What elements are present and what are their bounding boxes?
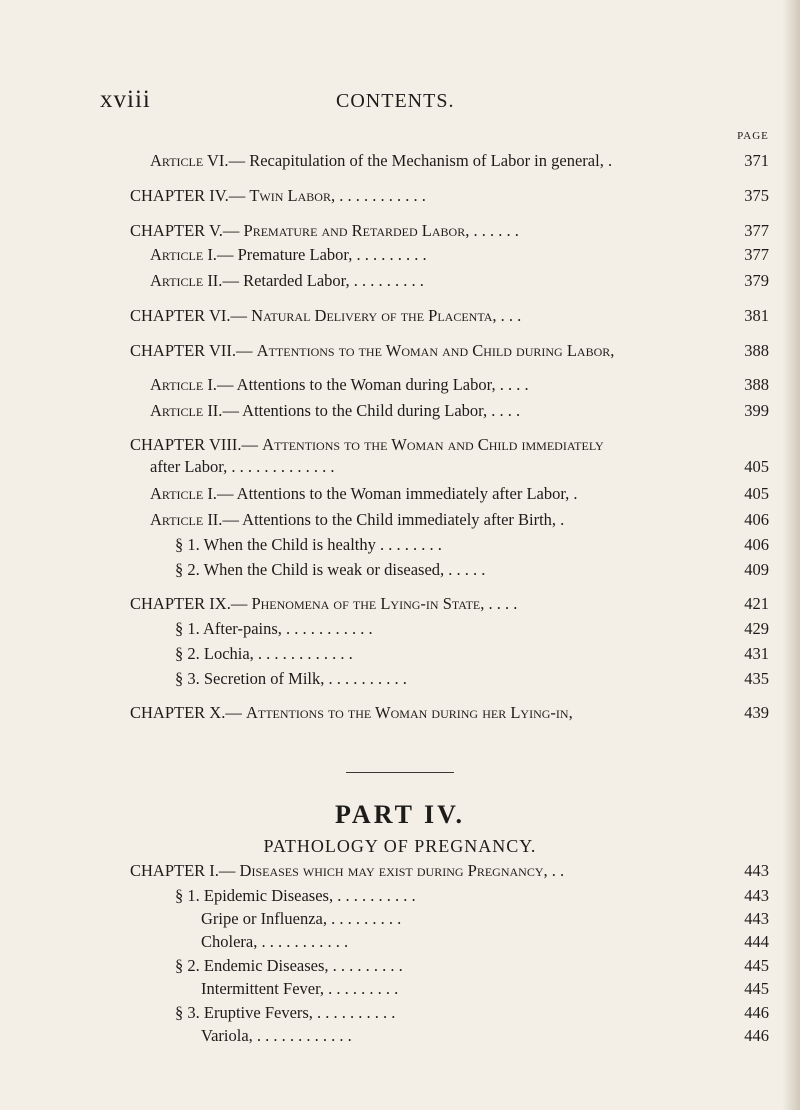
toc-entry: [201, 1025, 769, 1047]
part-title: PART IV.: [334, 800, 465, 829]
toc-entry: [175, 955, 769, 977]
toc-entry: [130, 220, 769, 242]
toc-entry: [175, 559, 769, 581]
toc-entry: [175, 1002, 769, 1024]
toc-entry: [130, 434, 769, 456]
toc-entry-label: Article II.— Attentions to the Child immediately after Birth, .: [150, 510, 565, 529]
toc-entry: [130, 702, 769, 724]
toc-entry-page: 443: [744, 861, 769, 880]
page-column-label: PAGE: [737, 130, 769, 142]
toc-entry-label: Article VI.— Recapitulation of the Mechanism of Labor in general, .: [150, 151, 613, 170]
toc-entry-label: CHAPTER IV.— Twin Labor, . . . . . . . . . . .: [130, 186, 426, 205]
toc-entry-label: Cholera, . . . . . . . . . . .: [201, 932, 349, 951]
toc-entry-page: 405: [744, 484, 769, 503]
toc-entry-page: 375: [744, 186, 769, 205]
toc-entry-page: 406: [744, 510, 769, 529]
toc-entry-label: § 1. When the Child is healthy . . . . . . . .: [175, 535, 442, 554]
toc-entry: [175, 618, 769, 640]
toc-entry-label: Article I.— Premature Labor, . . . . . . . . .: [150, 245, 427, 264]
toc-entry: [201, 931, 769, 953]
toc-entry: [130, 305, 769, 327]
toc-entry-page: 446: [744, 1026, 769, 1045]
toc-entry-label: Article I.— Attentions to the Woman during Labor, . . . .: [150, 375, 529, 394]
toc-entry-label: § 1. After-pains, . . . . . . . . . . .: [175, 619, 373, 638]
toc-entry: [150, 270, 769, 292]
toc-entry: [201, 978, 769, 1000]
toc-entry-page: 406: [744, 535, 769, 554]
toc-entry-label: CHAPTER IX.— Phenomena of the Lying-in State, . . . .: [130, 594, 518, 613]
toc-entry-page: 443: [744, 909, 769, 928]
toc-entry: [130, 593, 769, 615]
toc-entry-label: Intermittent Fever, . . . . . . . . .: [201, 979, 399, 998]
toc-entry-page: 379: [744, 271, 769, 290]
toc-entry-label: Article II.— Retarded Labor, . . . . . . . . .: [150, 271, 424, 290]
toc-entry-label: CHAPTER VI.— Natural Delivery of the Placenta, . . .: [130, 306, 522, 325]
running-head-title: CONTENTS.: [336, 90, 455, 112]
page-edge-shadow: [782, 0, 800, 1110]
part-subtitle: PATHOLOGY OF PREGNANCY.: [263, 836, 537, 856]
toc-entry-page: 371: [744, 151, 769, 170]
toc-entry-page: 435: [744, 669, 769, 688]
toc-entry-page: 445: [744, 956, 769, 975]
toc-entry-page: 443: [744, 886, 769, 905]
toc-entry-page: 409: [744, 560, 769, 579]
toc-entry: [150, 456, 769, 478]
toc-entry-page: 429: [744, 619, 769, 638]
toc-entry-page: 444: [744, 932, 769, 951]
toc-entry-label: § 2. Endemic Diseases, . . . . . . . . .: [175, 956, 403, 975]
section-divider: [346, 772, 454, 773]
toc-entry-page: 399: [744, 401, 769, 420]
toc-entry-label: Article II.— Attentions to the Child during Labor, . . . .: [150, 401, 521, 420]
toc-entry-page: 388: [744, 341, 769, 360]
toc-entry: [150, 400, 769, 422]
toc-entry-page: 445: [744, 979, 769, 998]
toc-entry-page: 381: [744, 306, 769, 325]
toc-entry-page: 431: [744, 644, 769, 663]
toc-entry: [150, 150, 769, 172]
toc-entry: [201, 908, 769, 930]
running-head: [0, 86, 800, 116]
toc-entry-page: 388: [744, 375, 769, 394]
toc-entry: [130, 860, 769, 882]
toc-entry-page: 377: [744, 221, 769, 240]
toc-entry-page: 439: [744, 703, 769, 722]
toc-entry-page: 405: [744, 457, 769, 476]
toc-entry-label: CHAPTER V.— Premature and Retarded Labor, . . . . . .: [130, 221, 519, 240]
toc-entry-label: CHAPTER VII.— Attentions to the Woman and Child during Labor,: [130, 341, 615, 360]
page-folio: xviii: [100, 86, 151, 113]
toc-entry-page: 421: [744, 594, 769, 613]
toc-entry-label: CHAPTER VIII.— Attentions to the Woman and Child immediately: [130, 435, 604, 454]
toc-entry-label: Article I.— Attentions to the Woman immediately after Labor, .: [150, 484, 578, 503]
toc-entry-page: 446: [744, 1003, 769, 1022]
toc-entry: [150, 244, 769, 266]
toc-entry: [175, 534, 769, 556]
toc-entry: [130, 185, 769, 207]
toc-entry: [150, 483, 769, 505]
toc-entry: [130, 340, 769, 362]
toc-entry: [150, 374, 769, 396]
toc-entry: [175, 643, 769, 665]
toc-entry-label: after Labor, . . . . . . . . . . . . .: [150, 457, 335, 476]
toc-entry-label: § 3. Secretion of Milk, . . . . . . . . . .: [175, 669, 407, 688]
toc-entry: [175, 885, 769, 907]
toc-entry-label: § 1. Epidemic Diseases, . . . . . . . . . .: [175, 886, 416, 905]
toc-entry-label: § 2. Lochia, . . . . . . . . . . . .: [175, 644, 353, 663]
toc-entry-label: § 3. Eruptive Fevers, . . . . . . . . . .: [175, 1003, 396, 1022]
toc-entry-label: § 2. When the Child is weak or diseased, . . . . .: [175, 560, 486, 579]
toc-entry-label: Variola, . . . . . . . . . . . .: [201, 1026, 352, 1045]
toc-entry: [150, 509, 769, 531]
toc-entry-label: CHAPTER X.— Attentions to the Woman during her Lying-in,: [130, 703, 573, 722]
toc-entry-label: Gripe or Influenza, . . . . . . . . .: [201, 909, 402, 928]
toc-entry: [175, 668, 769, 690]
toc-entry-label: CHAPTER I.— Diseases which may exist during Pregnancy, . .: [130, 861, 565, 880]
toc-entry-page: 377: [744, 245, 769, 264]
